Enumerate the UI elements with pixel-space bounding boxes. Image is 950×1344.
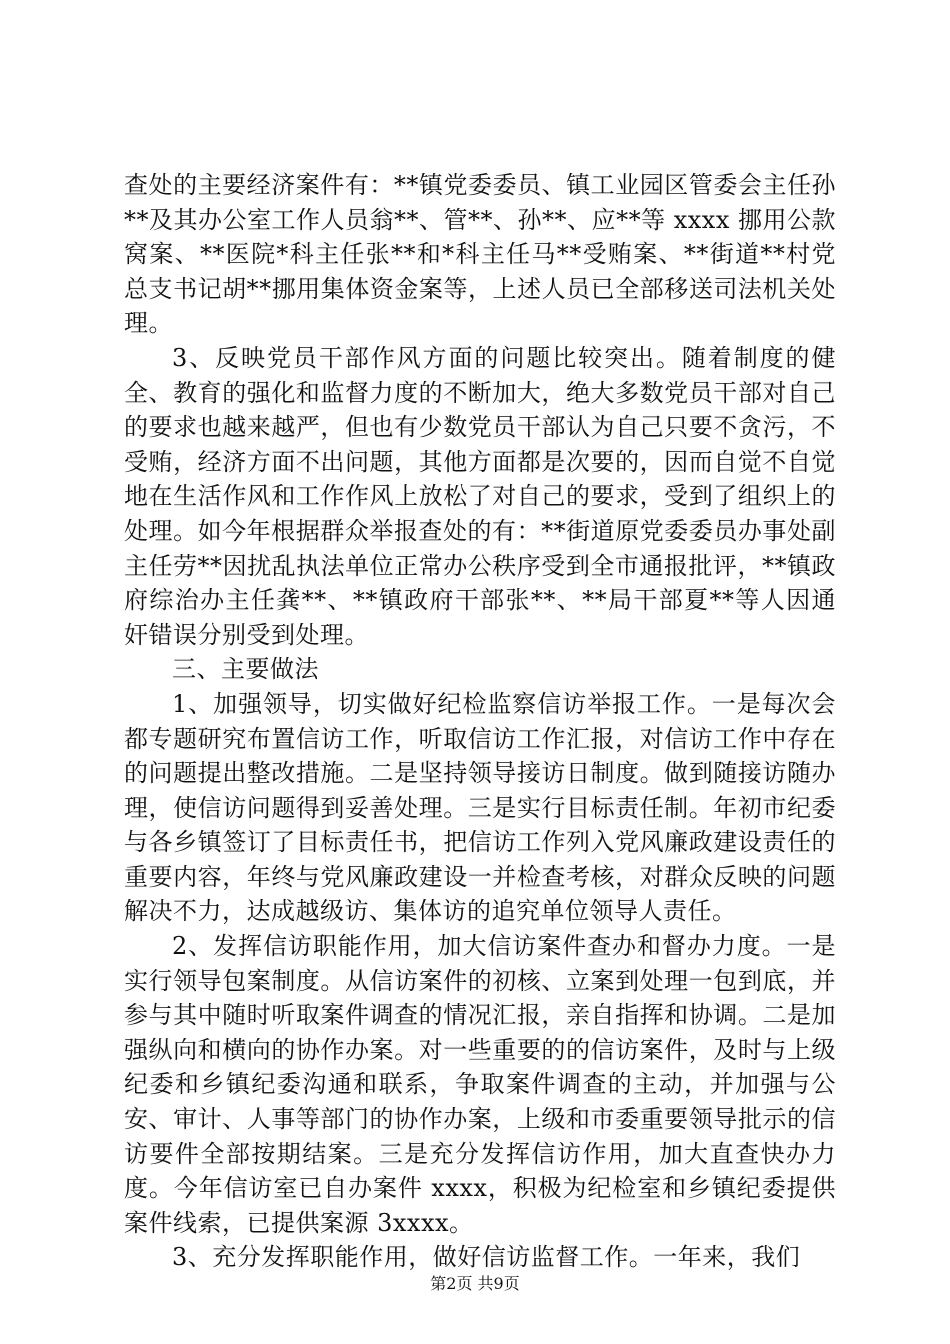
section-heading: 三、主要做法 bbox=[172, 655, 319, 684]
document-body bbox=[124, 168, 836, 1275]
paragraph-4: 2、发挥信访职能作用，加大信访案件查办和督办力度。一是实行领导包案制度。从信访案件的初核、立案到处理一包到底，并参与其中随时听取案件调查的情况汇报，亲自指挥和协调。二是加强纵向和横向的协作办案。对一些重要的的信访案件，及时与上级纪委和乡镇纪委沟通和联系，争取案件调查的主动，并加强与公安、审计、人事等部门的协作办案，上级和市委重要领导批示的信访要件全部按期结案。三是充分发挥信访作用，加大直查快办力度。今年信访室已自办案件 xxxx，积极为纪检室和乡镇纪委提供案件线索，已提供案源 3xxxx。 bbox=[124, 932, 836, 1237]
page-number-footer: 第2页 共9页 bbox=[430, 1274, 520, 1293]
paragraph-2: 3、反映党员干部作风方面的问题比较突出。随着制度的健全、教育的强化和监督力度的不断加大，绝大多数党员干部对自己的要求也越来越严，但也有少数党员干部认为自己只要不贪污，不受贿，经济方面不出问题，其他方面都是次要的，因而自觉不自觉地在生活作风和工作作风上放松了对自己的要求，受到了组织上的处理。如今年根据群众举报查处的有：**街道原党委委员办事处副主任劳**因扰乱执法单位正常办公秩序受到全市通报批评，**镇政府综治办主任龚**、**镇政府干部张**、**局干部夏**等人因通奸错误分别受到处理。 bbox=[124, 343, 836, 649]
paragraph-5: 3、充分发挥职能作用，做好信访监督工作。一年来，我们 bbox=[172, 1243, 801, 1272]
paragraph-1: 查处的主要经济案件有：**镇党委委员、镇工业园区管委会主任孙**及其办公室工作人员翁**、管**、孙**、应**等 xxxx 挪用公款窝案、**医院*科主任张**和*科主任马**受贿案、**街道**村党总支书记胡**挪用集体资金案等，上述人员已全部移送司法机关处理。 bbox=[124, 171, 836, 338]
paragraph-3: 1、加强领导，切实做好纪检监察信访举报工作。一是每次会都专题研究布置信访工作，听取信访工作汇报，对信访工作中存在的问题提出整改措施。二是坚持领导接访日制度。做到随接访随办理，使信访问题得到妥善处理。三是实行目标责任制。年初市纪委与各乡镇签订了目标责任书，把信访工作列入党风廉政建设责任的重要内容，年终与党风廉政建设一并检查考核，对群众反映的问题解决不力，达成越级访、集体访的追究单位领导人责任。 bbox=[124, 689, 836, 926]
